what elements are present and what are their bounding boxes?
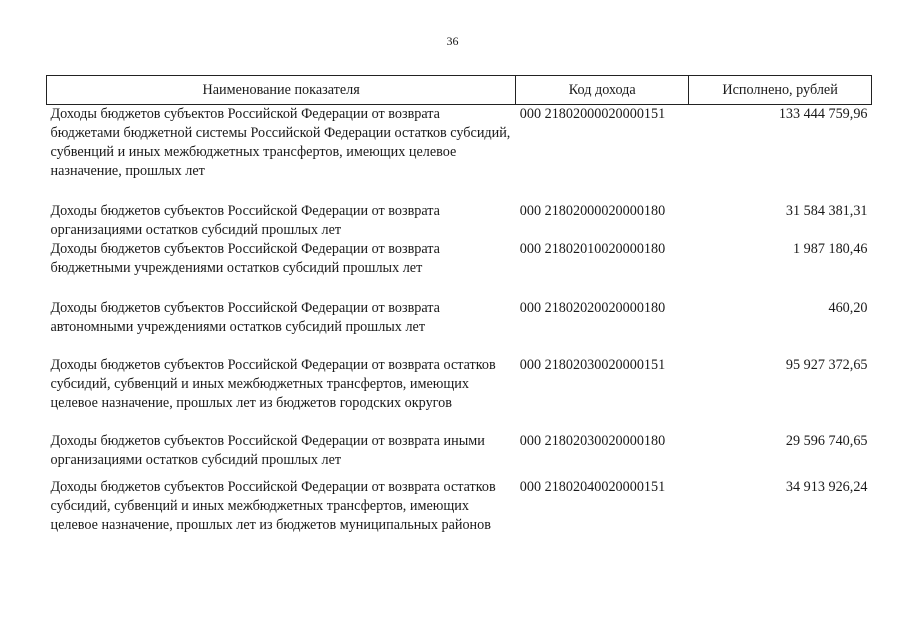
indicator-name — [47, 432, 516, 478]
indicator-name-text: Доходы бюджетов субъектов Российской Федерации от возврата иными организациями остатков субсидий прошлых лет — [50, 432, 485, 468]
indicator-name-text: Доходы бюджетов субъектов Российской Федерации от возврата бюджетными учреждениями остатков субсидий прошлых лет — [50, 240, 440, 276]
revenue-code — [516, 299, 689, 356]
revenue-code-text: 000 21802000020000180 — [519, 202, 666, 219]
revenue-code — [516, 356, 689, 432]
revenue-code — [516, 478, 689, 554]
revenue-code — [516, 202, 689, 240]
indicator-name — [47, 240, 516, 299]
table-row — [47, 299, 872, 356]
indicator-name-text: Доходы бюджетов субъектов Российской Федерации от возврата остатков субсидий, субвенций и иных межбюджетных трансфертов, имеющих целевое назначение, прошлых лет из бюджетов муниципальных районов — [50, 478, 496, 533]
header-revenue-code: Код дохода — [516, 76, 689, 105]
executed-amount — [689, 478, 872, 554]
indicator-name — [47, 356, 516, 432]
executed-amount — [689, 240, 872, 299]
executed-amount-text: 95 927 372,65 — [785, 356, 868, 373]
indicator-name-text: Доходы бюджетов субъектов Российской Федерации от возврата остатков субсидий, субвенций и иных межбюджетных трансфертов, имеющих целевое назначение, прошлых лет из бюджетов городских округов — [50, 356, 496, 411]
executed-amount-text: 29 596 740,65 — [785, 432, 868, 449]
revenue-code-text: 000 21802030020000151 — [519, 356, 666, 373]
executed-amount-text: 31 584 381,31 — [785, 202, 868, 219]
indicator-name — [47, 478, 516, 554]
revenue-code-text: 000 21802010020000180 — [519, 240, 666, 257]
revenue-code — [516, 105, 689, 202]
revenue-code-text: 000 21802020020000180 — [519, 299, 666, 316]
indicator-name-text: Доходы бюджетов субъектов Российской Федерации от возврата бюджетами бюджетной системы Российской Федерации остатков субсидий, субвенций и иных межбюджетных трансфертов, имеющих целевое назначение, прошлых лет — [50, 106, 511, 179]
header-executed-amount: Исполнено, рублей — [689, 76, 872, 105]
revenue-code — [516, 432, 689, 478]
executed-amount — [689, 202, 872, 240]
table-row — [47, 478, 872, 554]
table-row — [47, 432, 872, 478]
revenue-code-text: 000 21802040020000151 — [519, 478, 666, 495]
executed-amount-text: 1 987 180,46 — [793, 240, 868, 257]
indicator-name — [47, 105, 516, 202]
executed-amount — [689, 105, 872, 202]
indicator-name-text: Доходы бюджетов субъектов Российской Федерации от возврата организациями остатков субсидий прошлых лет — [50, 202, 440, 238]
executed-amount-text: 133 444 759,96 — [778, 106, 868, 122]
table-row — [47, 105, 872, 202]
table-row — [47, 240, 872, 299]
revenue-code — [516, 240, 689, 299]
table-row — [47, 356, 872, 432]
indicator-name — [47, 202, 516, 240]
executed-amount — [689, 299, 872, 356]
page-number: 36 — [446, 34, 459, 48]
executed-amount-text: 460,20 — [828, 299, 868, 316]
table-row — [47, 202, 872, 240]
revenue-table — [46, 75, 872, 554]
executed-amount — [689, 356, 872, 432]
revenue-code-text: 000 21802000020000151 — [519, 106, 666, 122]
executed-amount-text: 34 913 926,24 — [785, 478, 868, 495]
indicator-name-text: Доходы бюджетов субъектов Российской Федерации от возврата автономными учреждениями остатков субсидий прошлых лет — [50, 299, 440, 335]
indicator-name — [47, 299, 516, 356]
header-indicator-name: Наименование показателя — [47, 76, 516, 105]
executed-amount — [689, 432, 872, 478]
revenue-code-text: 000 21802030020000180 — [519, 432, 666, 449]
table-header-row — [47, 76, 872, 105]
